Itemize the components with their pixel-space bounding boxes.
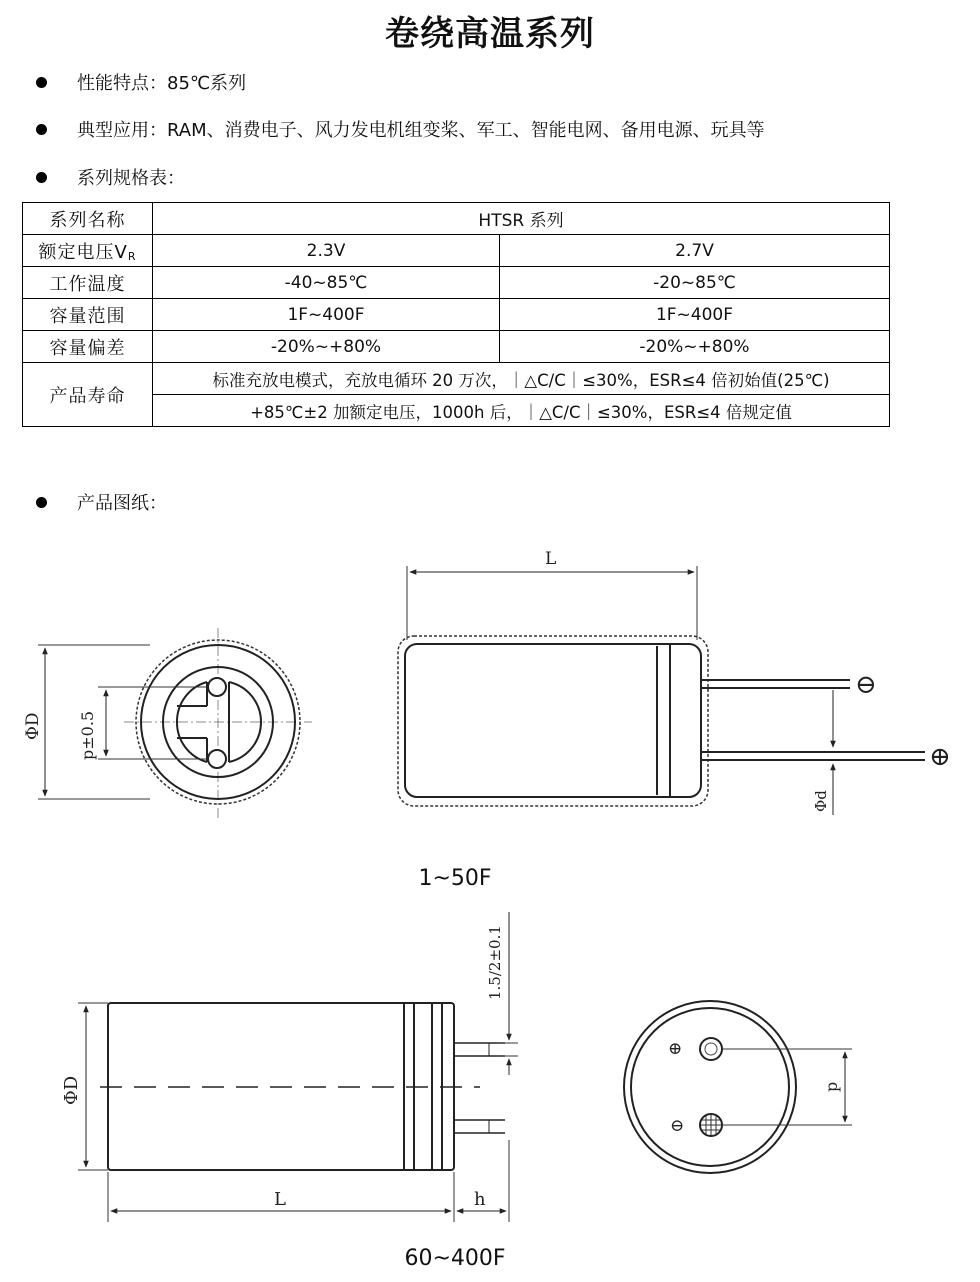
- temp-b: -20~85℃: [500, 267, 890, 299]
- page-title: 卷绕高温系列: [385, 14, 595, 54]
- drawing1-p-label: p±0.5: [78, 710, 97, 760]
- tol-label: 容量偏差: [23, 331, 153, 363]
- tol-b: -20%~+80%: [500, 331, 890, 363]
- temp-label: 工作温度: [23, 267, 153, 299]
- drawing2-lead-label: 1.5/2±0.1: [486, 925, 504, 1000]
- life-line-1: 标准充放电模式，充放电循环 20 万次，｜△C/C｜≤30%，ESR≤4 倍初始值(25℃): [153, 363, 890, 395]
- plus-terminal-icon: ⊕: [929, 742, 951, 772]
- drawing1-L-label: L: [545, 549, 557, 569]
- drawing2-phiD-label: ΦD: [61, 1075, 82, 1105]
- drawings-heading: 产品图纸：: [77, 493, 167, 514]
- series-value: HTSR 系列: [153, 203, 890, 235]
- cap-label: 容量范围: [23, 299, 153, 331]
- drawing1-caption: 1~50F: [418, 866, 492, 891]
- features-text: 性能特点：85℃系列: [77, 73, 247, 94]
- temp-a: -40~85℃: [153, 267, 500, 299]
- drawing1-phid-label: Φd: [812, 790, 830, 812]
- voltage-label-text: 额定电压V: [38, 241, 128, 263]
- spec-table-heading: 系列规格表：: [77, 168, 185, 189]
- voltage-b: 2.7V: [500, 235, 890, 267]
- drawing1-end-view: [23, 628, 312, 818]
- drawing2-L-label: L: [274, 1189, 286, 1210]
- drawing1-phiD-label: ΦD: [23, 712, 43, 740]
- life-label: 产品寿命: [23, 363, 153, 427]
- life-line-2: +85℃±2 加额定电压，1000h 后，｜△C/C｜≤30%，ESR≤4 倍规定值: [153, 395, 890, 427]
- drawing2-h-label: h: [474, 1189, 486, 1210]
- drawing1-side-view: [398, 549, 951, 815]
- voltage-a: 2.3V: [153, 235, 500, 267]
- series-label: 系列名称: [23, 203, 153, 235]
- applications-text: 典型应用：RAM、消费电子、风力发电机组变桨、军工、智能电网、备用电源、玩具等: [77, 120, 765, 141]
- plus-terminal-icon: ⊕: [668, 1039, 683, 1059]
- drawing2-caption: 60~400F: [404, 1246, 506, 1271]
- cap-a: 1F~400F: [153, 299, 500, 331]
- minus-terminal-icon: ⊖: [855, 670, 877, 700]
- drawing2-end-view: [624, 1001, 852, 1173]
- drawing2-side-view: [61, 912, 518, 1222]
- minus-terminal-icon: ⊖: [670, 1116, 685, 1136]
- cap-b: 1F~400F: [500, 299, 890, 331]
- voltage-label-sub: R: [127, 249, 137, 263]
- drawing2-p-label: p: [822, 1081, 841, 1092]
- tol-a: -20%~+80%: [153, 331, 500, 363]
